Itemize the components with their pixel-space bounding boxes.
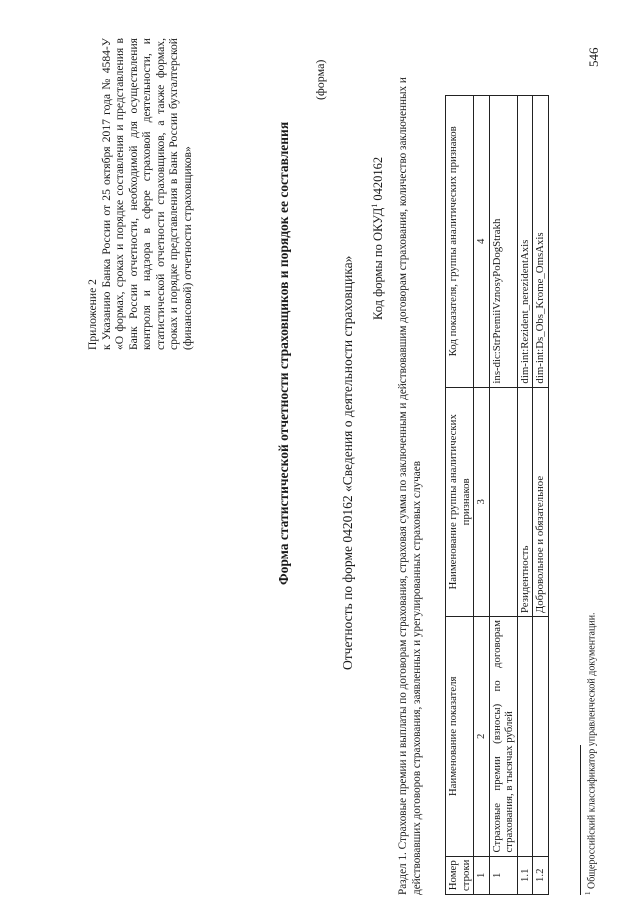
okud-footnote-mark: 1: [370, 203, 379, 208]
row-number: 1.2: [533, 856, 549, 894]
okud-value: 0420162: [371, 156, 386, 201]
row-number: 1.1: [517, 856, 533, 894]
page-number: 546: [586, 47, 601, 67]
header-row-number: Номер строки: [446, 856, 474, 894]
indicator-name: [533, 617, 549, 856]
appendix-text: к Указанию Банка России от 25 октября 2017 года № 4584-У «О формах, сроках и порядке составления и представления в Банк России отчетности, необходимой для осуществления контроля и надзора в сфере страховой деятельности, и статистической отчетности страховщиков, а также формах, сроках и порядке представления в Банк России бухгалтерской (финансовой) отчетности страховщиков»: [99, 38, 194, 350]
report-name: Отчетность по форме 0420162 «Сведения о деятельности страховщика»: [340, 255, 355, 670]
table-column-numbers-row: [474, 96, 490, 895]
table-header-row: [446, 96, 474, 895]
column-number: 1: [474, 856, 490, 894]
header-code: Код показателя, группы аналитических признаков: [446, 96, 474, 388]
table-row: [517, 96, 533, 895]
form-title: Форма статистической отчетности страховщиков и порядок ее составления: [276, 121, 291, 585]
group-name: Добровольное и обязательное: [533, 387, 549, 617]
section-caption: Раздел 1. Страховые премии и выплаты по договорам страхования, страховая сумма по заключенным и действовавшим договорам страхования, количество заключенных и действовавших договоров страхования, заявленных и урегулированных страховых случаев: [397, 77, 423, 895]
form-label: (форма): [313, 59, 327, 100]
footnote: [584, 612, 597, 895]
column-number: 3: [474, 387, 490, 617]
indicator-code: dim-int:Rezident_nerezidentAxis: [517, 96, 533, 388]
indicator-name: Страховые премии (взносы) по договорам страхования, в тысячах рублей: [489, 617, 517, 856]
okud-prefix: Код формы по ОКУД: [371, 207, 386, 320]
table-row: [533, 96, 549, 895]
appendix-block: [86, 38, 194, 350]
group-name: Резидентность: [517, 387, 533, 617]
group-name: [489, 387, 517, 617]
indicator-name: [517, 617, 533, 856]
header-group-name: Наименование группы аналитических признаков: [446, 387, 474, 617]
appendix-title: Приложение 2: [86, 279, 99, 350]
footnote-mark: 1: [584, 891, 592, 895]
footnote-divider: [580, 745, 581, 895]
row-number: 1: [489, 856, 517, 894]
column-number: 2: [474, 617, 490, 856]
okud-code: [370, 157, 386, 320]
table-row: [489, 96, 517, 895]
indicator-code: dim-int:Ds_Obs_Krome_OmsAxis: [533, 96, 549, 388]
indicator-code: ins-dic:StrPremiiVznosyPoDogStrakh: [489, 96, 517, 388]
footnote-text: Общероссийский классификатор управленческой документации.: [586, 612, 598, 889]
indicators-table: [445, 95, 549, 895]
header-indicator-name: Наименование показателя: [446, 617, 474, 856]
column-number: 4: [474, 96, 490, 388]
